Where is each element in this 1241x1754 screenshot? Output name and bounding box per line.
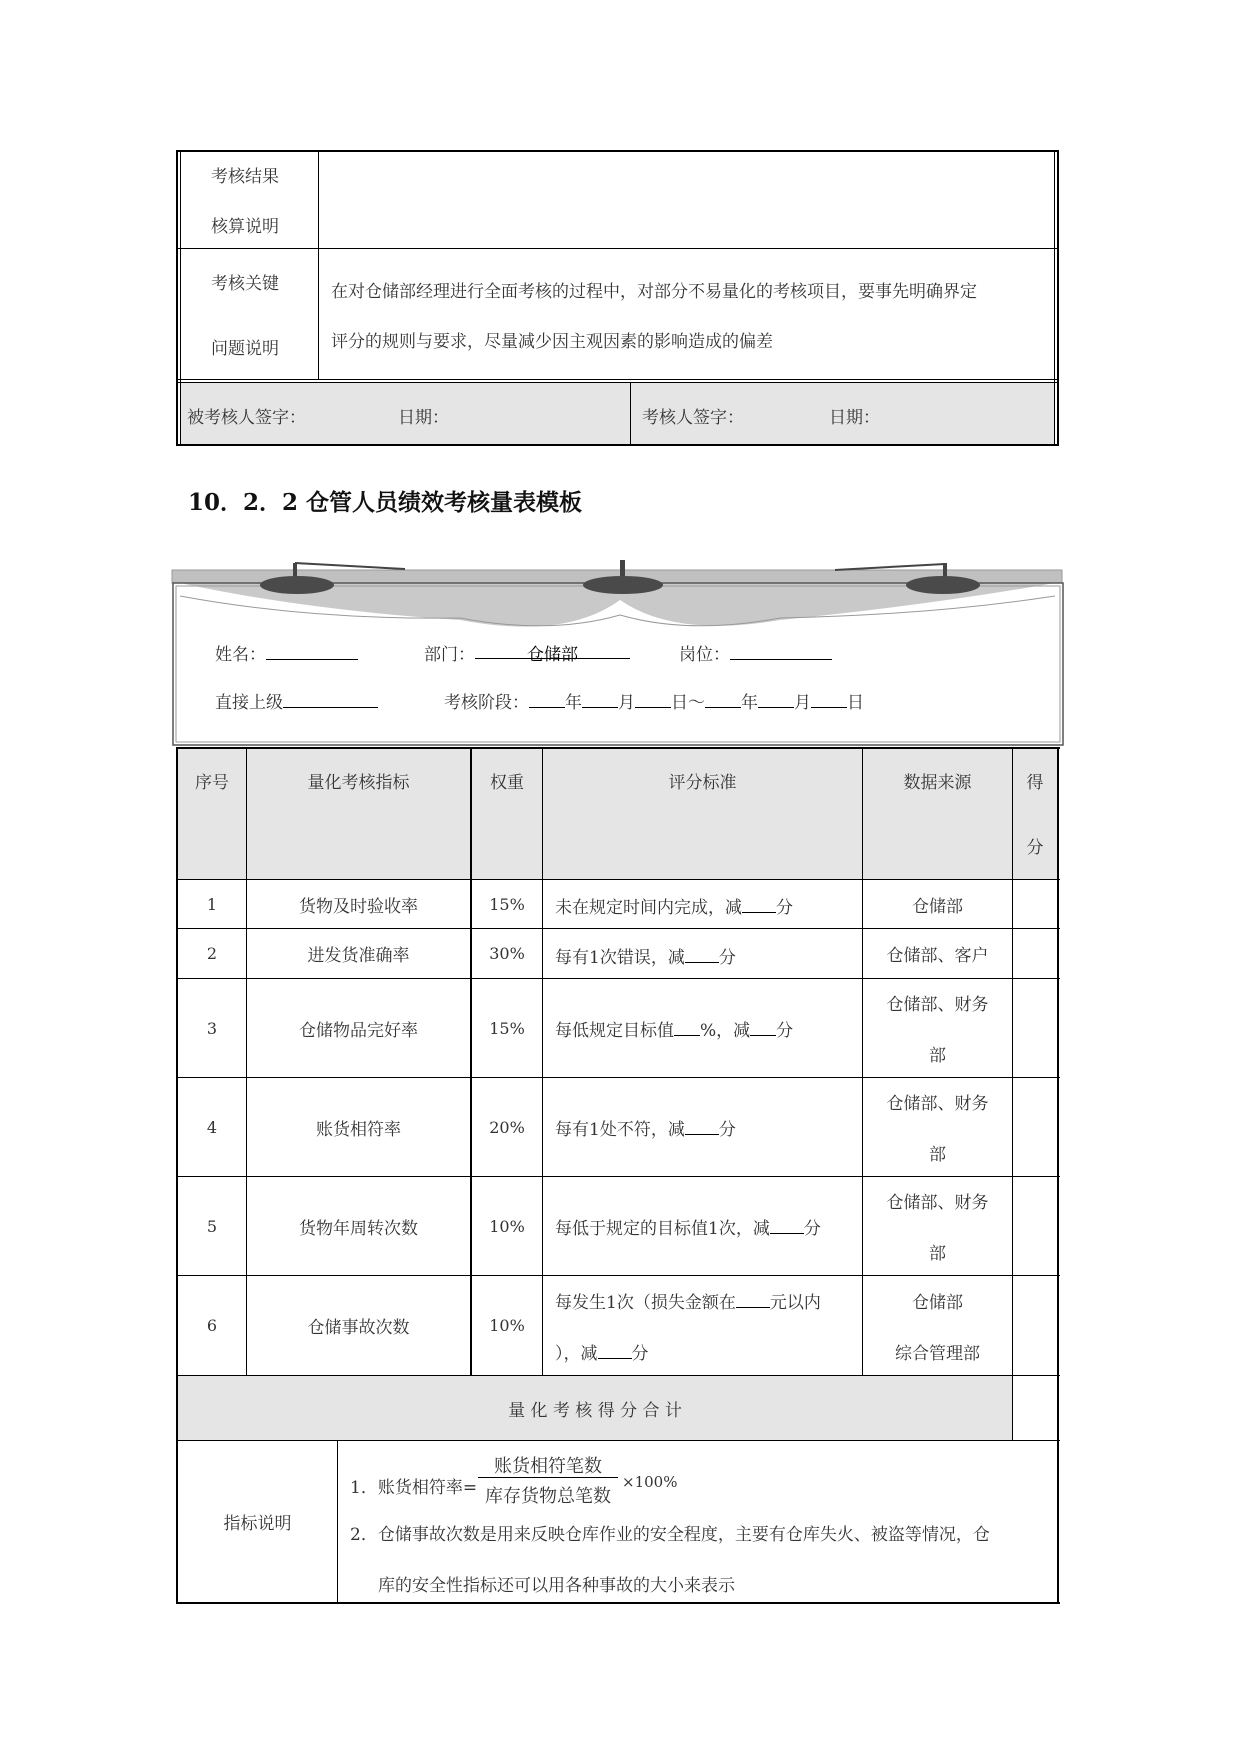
row5-criteria-text: 每低于规定的目标值1次，减	[555, 1219, 770, 1239]
row1-deduct-blank[interactable]	[742, 894, 776, 913]
key-issues-label	[181, 249, 318, 379]
row2-criteria-unit: 分	[718, 948, 736, 968]
total-label: 量 化 考 核 得 分 合 计	[508, 1400, 682, 1421]
row4-source-line1: 仓储部、财务	[886, 1094, 989, 1114]
note1-prefix: 1．账货相符率=	[350, 1478, 478, 1498]
name-blank[interactable]	[266, 641, 358, 660]
post-blank[interactable]	[730, 641, 832, 660]
header-weight: 权重	[490, 773, 524, 793]
note-2	[350, 1520, 1056, 1596]
row5-source-line1: 仓储部、财务	[886, 1193, 989, 1213]
result-label-line1: 考核结果	[211, 167, 279, 187]
result-content	[319, 152, 1054, 248]
key-issues-content	[319, 249, 1054, 379]
row5-score[interactable]	[1013, 1177, 1057, 1275]
row4-deduct-blank[interactable]	[685, 1116, 719, 1135]
period-unit-year: 年	[565, 693, 582, 713]
row3-deduct-blank[interactable]	[750, 1017, 776, 1036]
header-score-line2: 分	[1026, 838, 1044, 858]
dept-value: 仓储部	[527, 645, 578, 665]
period-unit-month: 月	[618, 693, 635, 713]
signature-left	[181, 383, 630, 444]
row4-weight: 20%	[489, 1117, 525, 1137]
key-issues-text-line2: 评分的规则与要求，尽量减少因主观因素的影响造成的偏差	[331, 332, 773, 352]
period-end-day-blank[interactable]	[811, 689, 847, 708]
row5-no: 5	[206, 1216, 218, 1236]
header-indicator: 量化考核指标	[307, 773, 410, 793]
assessor-sign-label: 考核人签字：	[642, 408, 744, 428]
row3-criteria-text: 每低规定目标值	[555, 1021, 674, 1041]
header-criteria: 评分标准	[668, 773, 737, 793]
row4-no: 4	[206, 1117, 218, 1137]
row6-criteria-text1: 每发生1次（损失金额在	[555, 1293, 736, 1313]
row2-no: 2	[206, 944, 218, 963]
notes-label: 指标说明	[223, 1514, 292, 1534]
row3-percent-blank[interactable]	[674, 1017, 700, 1036]
row6-indicator: 仓储事故次数	[307, 1318, 410, 1338]
row2-criteria	[555, 943, 855, 968]
period-end-month-blank[interactable]	[758, 689, 794, 708]
assessor-date-label: 日期：	[829, 408, 880, 428]
assessee-date-label: 日期：	[398, 408, 449, 428]
row3-source-line2: 部	[929, 1046, 946, 1066]
row3-source	[863, 990, 1012, 1066]
supervisor-label: 直接上级	[215, 693, 283, 713]
row4-criteria-text: 每有1处不符，减	[555, 1120, 685, 1140]
row3-score[interactable]	[1013, 979, 1057, 1077]
period-label: 考核阶段：	[444, 693, 529, 713]
supervisor-blank[interactable]	[283, 689, 378, 708]
row3-criteria	[555, 1016, 855, 1041]
row2-indicator: 进发货准确率	[307, 946, 410, 966]
row5-source	[863, 1188, 1012, 1264]
note1-numerator: 账货相符笔数	[494, 1456, 602, 1477]
name-label: 姓名：	[215, 645, 266, 665]
row1-no: 1	[206, 894, 218, 914]
header-no: 序号	[195, 773, 229, 793]
row1-criteria-unit: 分	[776, 898, 793, 918]
row3-source-line1: 仓储部、财务	[886, 995, 989, 1015]
row2-score[interactable]	[1013, 929, 1057, 978]
row1-criteria-text: 未在规定时间内完成，减	[555, 898, 742, 918]
row6-no: 6	[206, 1316, 218, 1335]
dept-label: 部门：	[424, 645, 475, 665]
row6-amount-blank[interactable]	[736, 1289, 770, 1308]
row3-indicator: 仓储物品完好率	[299, 1020, 418, 1041]
row2-source: 仓储部、客户	[886, 946, 989, 966]
row6-criteria-text3: ），减	[555, 1344, 598, 1364]
period-start-month-blank[interactable]	[582, 689, 618, 708]
row1-score[interactable]	[1013, 880, 1057, 928]
header-score	[1013, 768, 1057, 858]
period-unit-month-end: 月	[794, 693, 811, 713]
period-unit-day-to: 日～	[671, 693, 705, 713]
header-score-line1: 得	[1026, 773, 1044, 793]
row1-weight: 15%	[489, 894, 525, 914]
key-issues-label-line1: 考核关键	[211, 274, 279, 294]
assessee-sign-label: 被考核人签字：	[187, 408, 306, 428]
row2-criteria-text: 每有1次错误，减	[555, 948, 685, 968]
row3-criteria-unit: 分	[776, 1021, 794, 1041]
row6-criteria-unit: 分	[631, 1344, 649, 1364]
row3-criteria-mid: %，减	[700, 1021, 751, 1041]
row4-score[interactable]	[1013, 1078, 1057, 1176]
row6-criteria-text2: 元以内	[769, 1293, 821, 1313]
total-score[interactable]	[1013, 1376, 1057, 1440]
row5-criteria-unit: 分	[803, 1219, 821, 1239]
key-issues-text-line1: 在对仓储部经理进行全面考核的过程中，对部分不易量化的考核项目，要事先明确界定	[331, 282, 977, 302]
key-issues-label-line2: 问题说明	[211, 339, 279, 359]
row2-deduct-blank[interactable]	[685, 944, 719, 963]
section-title: 10．2．2 仓管人员绩效考核量表模板	[188, 489, 583, 516]
signature-right	[631, 383, 1054, 444]
row6-criteria	[555, 1288, 855, 1364]
row6-deduct-blank[interactable]	[598, 1340, 632, 1359]
note1-denominator: 库存货物总笔数	[485, 1486, 611, 1507]
header-source: 数据来源	[903, 773, 972, 793]
row4-source	[863, 1089, 1012, 1165]
note-1	[350, 1452, 1040, 1512]
row5-deduct-blank[interactable]	[770, 1215, 804, 1234]
note2-line1: 2．仓储事故次数是用来反映仓库作业的安全程度，主要有仓库失火、被盗等情况，仓	[350, 1525, 990, 1545]
row3-no: 3	[206, 1018, 218, 1038]
row6-source-line2: 综合管理部	[895, 1344, 980, 1364]
row6-score[interactable]	[1013, 1276, 1057, 1375]
row6-source	[863, 1288, 1012, 1364]
result-label	[181, 152, 318, 248]
row4-criteria-unit: 分	[718, 1120, 736, 1140]
period-unit-day-end: 日	[847, 693, 864, 713]
row5-criteria	[555, 1214, 855, 1239]
row1-indicator: 货物及时验收率	[299, 896, 418, 917]
period-start-day-blank[interactable]	[635, 689, 671, 708]
note1-suffix: ×100%	[622, 1473, 678, 1491]
row5-weight: 10%	[489, 1216, 525, 1236]
row4-criteria	[555, 1115, 855, 1140]
row5-indicator: 货物年周转次数	[299, 1218, 418, 1239]
row1-criteria	[555, 893, 855, 918]
row6-weight: 10%	[489, 1316, 525, 1335]
dept-field[interactable]	[475, 640, 630, 665]
row1-source: 仓储部	[912, 896, 963, 917]
period-end-year-blank[interactable]	[705, 689, 741, 708]
fraction-bar	[478, 1477, 618, 1478]
row3-weight: 15%	[489, 1018, 525, 1038]
row4-source-line2: 部	[929, 1145, 946, 1165]
period-start-year-blank[interactable]	[529, 689, 565, 708]
row5-source-line2: 部	[929, 1244, 946, 1264]
post-label: 岗位：	[679, 645, 730, 665]
row4-indicator: 账货相符率	[316, 1119, 401, 1140]
row2-weight: 30%	[489, 944, 525, 963]
period-unit-year-end: 年	[741, 693, 758, 713]
row6-source-line1: 仓储部	[912, 1293, 963, 1313]
note2-line2: 库的安全性指标还可以用各种事故的大小来表示	[378, 1576, 735, 1596]
result-label-line2: 核算说明	[211, 217, 279, 237]
